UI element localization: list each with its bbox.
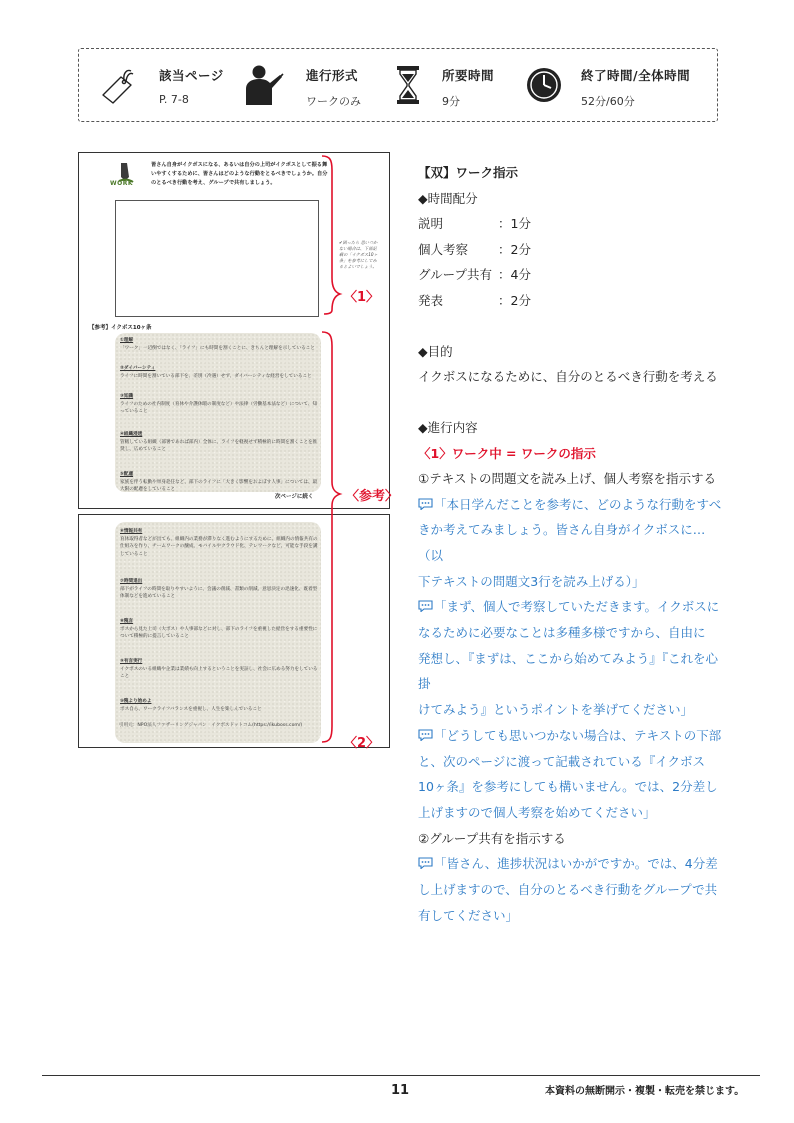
brace-label-2: 〈2〉 [344, 736, 380, 751]
reference-item: ③知識 ライフのための社内制度（育休や介護休暇の制度など）や法律（労働基本法など）について、知っていること [120, 394, 318, 414]
footer-divider [42, 1075, 760, 1076]
script-block-3: 「どうしても思いつかない場合は、テキストの下部 と、次のページに渡って記載されている『イクボス 10ヶ条』を参考にしても構いません。では、2分差し 上げますので個人考察を始めてください」 [418, 727, 722, 820]
time-row: 個人考察 ：2分 [418, 241, 531, 257]
script-block-4: 「皆さん、進捗状況はいかがですか。では、4分差 し上げますので、自分のとるべき行動をグループで共 有してください」 [418, 856, 718, 923]
step-1: ①テキストの問題文を読み上げ、個人考察を指示する [418, 471, 716, 486]
info-pages-value: P. 7-8 [159, 93, 189, 106]
red-brace-marks [320, 152, 350, 752]
reference-item: ⑨有言実行 イクボスのいる組織や企業は業績も向上するということを実証し、社会に広める努力をしていること [120, 659, 318, 679]
info-end-time-label: 終了時間/全体時間 [581, 68, 691, 83]
speech-bubble-icon [418, 857, 433, 869]
instruction-title: 【双】ワーク指示 [418, 165, 519, 180]
info-format-value: ワークのみ [306, 95, 361, 108]
reference-item: ②ダイバーシティ ライフに時間を割いている部下を、差別（冷遇）せず、ダイバーシティな経営をしていること [120, 366, 312, 379]
reference-panel-2 [115, 522, 321, 743]
session-info-box [78, 48, 718, 122]
brace-label-1: 〈1〉 [344, 290, 380, 305]
reference-item: ⑥情報共有 育休取得者などが出ても、組織内の業務が滞りなく進むようにするために、組織内の情報共有の仕組みを作り、チームワークの醸成、モバイルやクラウド化、テレワークなど、可能な手段を講じていること [120, 529, 318, 557]
reference-title: 【参考】イクボス10ヶ条 [89, 325, 152, 331]
speech-bubble-icon [418, 729, 433, 741]
reference-item: ⑤配慮 家族を伴う転勤や単身赴任など、部下のライフに「大きく影響をおよぼす人事」については、最大限の配慮をしていること [120, 472, 318, 492]
info-duration-label: 所要時間 [442, 68, 495, 83]
bookmark-tag-icon [97, 63, 139, 107]
info-duration-value: 9分 [442, 95, 460, 108]
presenter-icon [242, 63, 284, 107]
content-heading: ◆進行内容 [418, 420, 478, 435]
step-2: ②グループ共有を指示する [418, 830, 566, 846]
time-row: 発表 ：2分 [418, 292, 531, 308]
script-block-2: 「まず、個人で考察していただきます。イクボスに なるために必要なことは多種多様ですから、自由に 発想し、『まずは、ここから始めてみよう』『これを心掛 けてみよう』というポイントを挙げてください」 [418, 599, 720, 718]
time-row: 説明 ：1分 [418, 216, 531, 231]
speech-bubble-icon [418, 498, 433, 510]
reference-item: ⑧隗言 ボスから見た上司（大ボス）や人事部などに対し、部下のライフを重視した経営をする重要性について積極的に提言していること [120, 619, 318, 639]
answer-box [115, 200, 319, 317]
hourglass-icon [390, 63, 432, 107]
time-heading: ◆時間配分 [418, 190, 478, 206]
clock-icon [525, 63, 567, 107]
purpose-heading: ◆目的 [418, 343, 453, 359]
speech-bubble-icon [418, 600, 433, 612]
instruction-column [418, 160, 730, 928]
reference-item: ⑦時間退出 部下がライフの時間を取りやすいように、会議の削減、書類の削減、意思決定の迅速化、既着型体制などを進めていること [120, 579, 318, 599]
time-row: グループ共有 ：4分 [418, 267, 531, 282]
citation: 引用元：NPO法人ファザーリングジャパン イクボスドットコム(https://ikuboss.com/) [119, 723, 303, 728]
copyright-notice: 本資料の無断開示・複製・転売を禁じます。 [545, 1086, 745, 1097]
continue-note: 次ページに続く [275, 494, 314, 500]
reference-item: ⑩隗より始めよ ボス自ら、ワークライフバランスを重視し、人生を楽しんでいること [120, 699, 262, 712]
brace-label-reference: 〈参考〉 [346, 489, 399, 504]
script-block-1: 「本日学んだことを参考に、どのような行動をすべ きか考えてみましょう。皆さん自身がイクボスに…（以 下テキストの問題文3行を読み上げる）」 [418, 496, 722, 589]
work-label: WORK [110, 180, 133, 187]
work-question: 皆さん自身がイクボスになる、あるいは自分の上司がイクボスとして振る舞いやすくするために、皆さんはどのような行動をとるべきでしょうか。自分のとるべき行動を考え、グループで共有しましょう。 [151, 162, 328, 186]
page-number: 11 [390, 1083, 410, 1098]
reference-panel-1 [115, 333, 321, 492]
info-pages-label: 該当ページ [159, 68, 224, 83]
purpose-text: イクボスになるために、自分のとるべき行動を考える [418, 369, 718, 384]
reference-item: ④組織浸透 管轄している組織（部署であれば部内）全体に、ライフを軽視せず積極的に時間を割くことを推奨し、広めていること [120, 432, 318, 452]
reference-item: ①理解 「ワーク」一辺倒ではなく、「ライフ」にも時間を割くことに、きちんと理解を示していること [120, 338, 315, 351]
hint-note: ✔困ったら 思いつかない場合は、下部記載の「イクボス10ヶ条」を参考にしてみるとよいでしょう。 [339, 240, 378, 269]
step-heading: 〈1〉ワーク中 = ワークの指示 [418, 445, 596, 461]
info-end-time-value: 52分/60分 [581, 95, 635, 108]
info-format-label: 進行形式 [306, 68, 359, 83]
